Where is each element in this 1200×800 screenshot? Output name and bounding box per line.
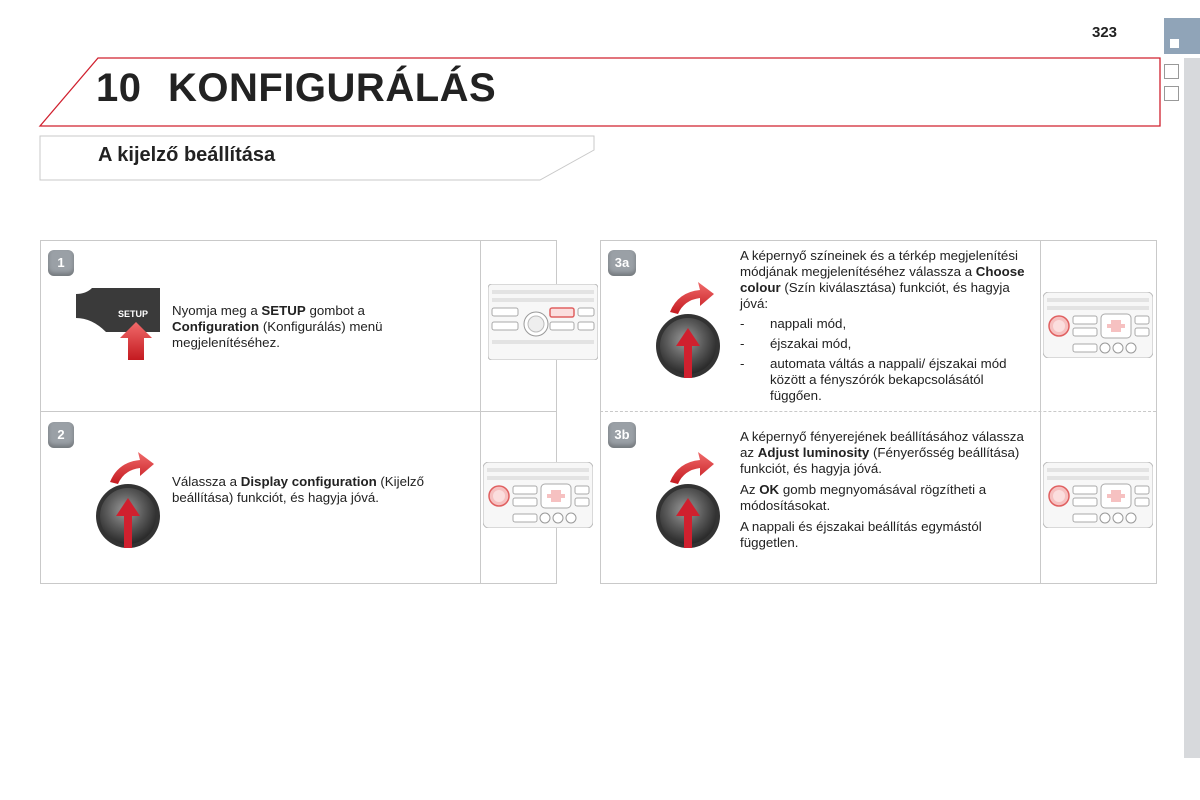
list-item: - nappali mód, <box>740 316 1030 332</box>
step-badge: 3a <box>608 250 636 276</box>
step-badge: 3b <box>608 422 636 448</box>
chapter-title: KONFIGURÁLÁS <box>168 66 497 110</box>
setup-button-press-icon <box>76 288 160 360</box>
setup-button-label: SETUP <box>118 309 149 319</box>
radio-unit-illustration <box>483 462 593 528</box>
page-number: 323 <box>1092 24 1118 41</box>
step-badge: 1 <box>48 250 74 276</box>
list-item: - automata váltás a nappali/ éjszakai mód között a fényszórók bekapcsolásától függően. <box>740 356 1030 404</box>
chapter-number: 10 <box>96 66 142 110</box>
radio-unit-illustration <box>1043 292 1153 358</box>
rotary-knob-turn-press-icon <box>96 446 160 550</box>
step-text: Válassza a Display configuration (Kijelző beállítása) funkciót, és hagyja jóvá. <box>172 474 424 505</box>
step-text: Nyomja meg a SETUP gombot a Configuration (Konfigurálás) menü megjelenítéséhez. <box>172 303 383 350</box>
rotary-knob-turn-press-icon <box>656 276 720 380</box>
section-title: A kijelző beállítása <box>98 144 276 166</box>
radio-unit-illustration <box>488 284 598 360</box>
step-badge: 2 <box>48 422 74 448</box>
step-text: A képernyő fényerejének beállításához válassza az Adjust luminosity (Fényerősség beállítása) funkciót, és hagyja jóvá. Az OK gomb megnyomásával rögzítheti a módosításokat. A nappali és éjszakai beállítás egymástól független. <box>740 429 1024 550</box>
step-separator <box>600 411 1156 412</box>
step-separator <box>40 411 556 412</box>
rotary-knob-turn-press-icon <box>656 446 720 550</box>
radio-unit-illustration <box>1043 462 1153 528</box>
list-item: - éjszakai mód, <box>740 336 1030 352</box>
step-text: A képernyő színeinek és a térkép megjelenítési módjának megjelenítéséhez válassza a Choose colour (Szín kiválasztása) funkciót, és hagyja jóvá: - nappali mód, - éjszakai mód, - automata váltás a nappali/ éjszakai mód között a fényszórók bekapcsolásától függően. <box>740 248 1030 408</box>
